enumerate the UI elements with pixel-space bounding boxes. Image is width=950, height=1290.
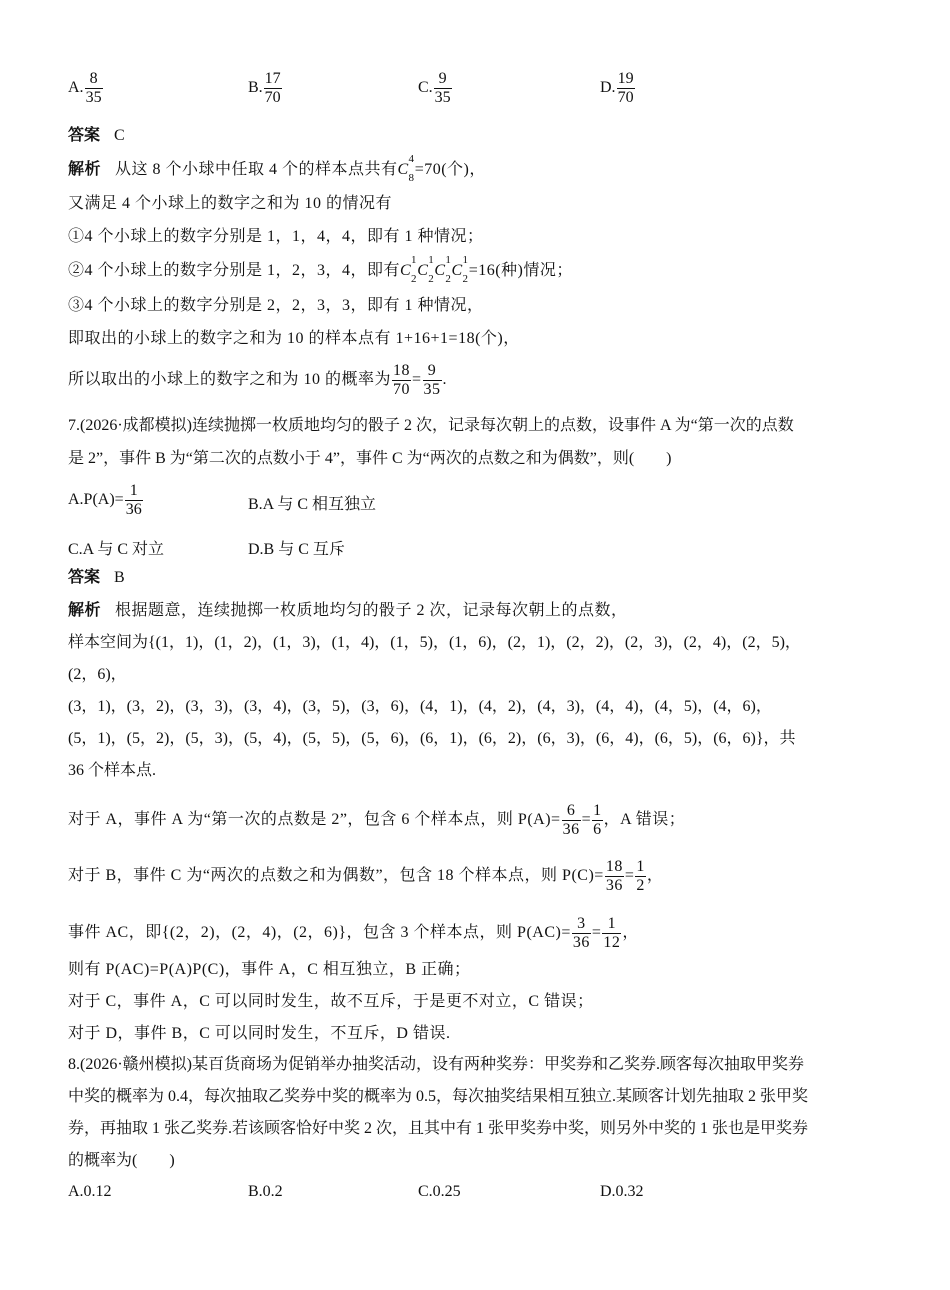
q6-option-a-letter: A. — [68, 79, 84, 97]
q7-analysis-line-11: 对于 C，事件 A，C 可以同时发生，故不互斥，于是更不对立，C 错误； — [68, 993, 594, 1010]
q8-stem-line-3: 券，再抽取 1 张乙奖券.若该顾客恰好中奖 2 次，且其中有 1 张甲奖券中奖，则另外中奖的 1 张也是甲奖券 — [68, 1120, 809, 1137]
q6-option-b-letter: B. — [248, 79, 263, 97]
q6-analysis-line-2: 又满足 4 个小球上的数字之和为 10 的情况有 — [68, 195, 393, 212]
frac-denominator: 35 — [434, 89, 451, 106]
q6-option-c-fraction — [434, 70, 452, 107]
q7-analysis-line-9: 事件 AC，即{(2，2)，(2，4)，(2，6)}，包含 3 个样本点，则 P(AC)= $\frac{3}{36}$ = $\frac{1}{12}$ ， — [68, 915, 639, 951]
analysis-label: 解析 — [68, 602, 102, 619]
answer-value: B — [114, 569, 125, 586]
combination-c-2-1: C 1 2 — [434, 254, 452, 285]
fraction-1-12: $\frac{1}{12}$ — [603, 915, 621, 951]
q6-answer — [68, 126, 125, 146]
q8-option-c: C.0.25 — [418, 1183, 461, 1200]
fraction-3-36: $\frac{3}{36}$ — [572, 915, 590, 951]
analysis-text: 对于 B，事件 C 为“两次的点数之和为偶数”，包含 18 个样本点，则 P(C)= — [68, 867, 604, 885]
frac-denominator: 35 — [85, 89, 102, 106]
q6-analysis-line-7: 所以取出的小球上的数字之和为 10 的概率为 $\frac{18}{70}$ = $\frac{9}{35}$ . — [68, 362, 448, 398]
q6-option-b-fraction — [264, 70, 282, 107]
q7-analysis-line-3: (2，6)， — [68, 666, 127, 683]
q6-option-b — [248, 70, 283, 107]
combination-c-2-1: C 1 2 — [451, 254, 469, 285]
q7-analysis-line-7: 对于 A，事件 A 为“第一次的点数是 2”，包含 6 个样本点，则 P(A)= $\frac{6}{36}$ = $\frac{1}{6}$ ，A 错误； — [68, 802, 686, 838]
analysis-text: ，A 错误； — [603, 811, 686, 829]
q8-option-b: B.0.2 — [248, 1183, 283, 1200]
frac-numerator: 19 — [617, 70, 634, 87]
q7-option-c: C.A 与 C 对立 — [68, 541, 165, 558]
q7-analysis-line-1 — [68, 601, 628, 621]
answer-value: C — [114, 127, 125, 144]
q7-stem-line-1: 7.(2026·成都模拟)连续抛掷一枚质地均匀的骰子 2 次，记录每次朝上的点数，设事件 A 为“第一次的点数 — [68, 417, 794, 434]
q6-analysis-line-3: ①4 个小球上的数字分别是 1，1，4，4，即有 1 种情况； — [68, 228, 484, 245]
frac-denominator: 70 — [264, 89, 281, 106]
q8-stem-line-2: 中奖的概率为 0.4，每次抽取乙奖券中奖的概率为 0.5，每次抽奖结果相互独立.某顾客计划先抽取 2 张甲奖 — [68, 1088, 809, 1105]
q6-option-a-fraction — [85, 70, 103, 107]
frac-denominator: 70 — [617, 89, 634, 106]
analysis-text: =16(种)情况； — [468, 262, 573, 279]
answer-label: 答案 — [68, 569, 101, 586]
fraction-18-70: $\frac{18}{70}$ — [393, 362, 411, 398]
fraction-1-2: $\frac{1}{2}$ — [636, 858, 645, 894]
combination-c-2-1: C 1 2 — [400, 254, 418, 285]
fraction-9-35: $\frac{9}{35}$ — [423, 362, 441, 398]
fraction-6-36: $\frac{6}{36}$ — [562, 802, 580, 838]
q6-analysis-line-5: ③4 个小球上的数字分别是 2，2，3，3，即有 1 种情况， — [68, 297, 484, 314]
q8-stem-line-4: 的概率为( ) — [68, 1152, 175, 1169]
combination-c-8-4: C 4 8 — [397, 153, 415, 184]
analysis-text: 从这 8 个小球中任取 4 个的样本点共有 — [115, 161, 398, 178]
q8-option-a: A.0.12 — [68, 1183, 112, 1200]
q7-analysis-line-2: 样本空间为{(1，1)，(1，2)，(1，3)，(1，4)，(1，5)，(1，6)，(2，1)，(2，2)，(2，3)，(2，4)，(2，5)， — [68, 634, 801, 651]
answer-label: 答案 — [68, 127, 101, 144]
analysis-text: =70(个)， — [414, 161, 486, 178]
q7-analysis-line-4: (3，1)，(3，2)，(3，3)，(3，4)，(3，5)，(3，6)，(4，1)，(4，2)，(4，3)，(4，4)，(4，5)，(4，6)， — [68, 698, 772, 715]
q7-analysis-line-12: 对于 D，事件 B，C 可以同时发生，不互斥，D 错误. — [68, 1025, 451, 1042]
q7-analysis-line-5: (5，1)，(5，2)，(5，3)，(5，4)，(5，5)，(5，6)，(6，1)，(6，2)，(6，3)，(6，4)，(6，5)，(6，6)}，共 — [68, 730, 796, 747]
q6-analysis-line-4 — [68, 254, 573, 285]
q7-analysis-line-8: 对于 B，事件 C 为“两次的点数之和为偶数”，包含 18 个样本点，则 P(C)= $\frac{18}{36}$ = $\frac{1}{2}$ ， — [68, 858, 664, 894]
analysis-text: 事件 AC，即{(2，2)，(2，4)，(2，6)}，包含 3 个样本点，则 P(AC)= — [68, 924, 571, 942]
frac-numerator: 17 — [264, 70, 281, 87]
analysis-label: 解析 — [68, 161, 102, 178]
analysis-text: ②4 个小球上的数字分别是 1，2，3，4，即有 — [68, 262, 401, 279]
q6-option-d-letter: D. — [600, 79, 616, 97]
q6-analysis-line-6: 即取出的小球上的数字之和为 10 的样本点有 1+16+1=18(个)， — [68, 330, 520, 347]
q7-option-d: D.B 与 C 互斥 — [248, 541, 345, 558]
fraction-1-36: $\frac{1}{36}$ — [125, 482, 142, 518]
q7-option-a — [68, 482, 144, 519]
q6-option-a — [68, 70, 104, 107]
frac-numerator: 8 — [85, 70, 103, 89]
analysis-text: 所以取出的小球上的数字之和为 10 的概率为 — [68, 371, 392, 389]
q7-option-b: B.A 与 C 相互独立 — [248, 496, 377, 513]
combination-c-2-1: C 1 2 — [417, 254, 435, 285]
q8-option-d: D.0.32 — [600, 1183, 644, 1200]
fraction-18-36: $\frac{18}{36}$ — [605, 858, 623, 894]
q7-analysis-line-10: 则有 P(AC)=P(A)P(C)，事件 A，C 相互独立，B 正确； — [68, 961, 471, 978]
q7-stem-line-2: 是 2”，事件 B 为“第二次的点数小于 4”，事件 C 为“两次的点数之和为偶数”，则( ) — [68, 450, 672, 467]
frac-numerator: 9 — [434, 70, 452, 89]
q7-answer — [68, 568, 125, 588]
q7-option-a-text: A.P(A)= — [68, 491, 124, 509]
fraction-1-6: $\frac{1}{6}$ — [593, 802, 602, 838]
analysis-text: ， — [622, 924, 639, 942]
analysis-text: ， — [646, 867, 664, 885]
analysis-text: 根据题意，连续抛掷一枚质地均匀的骰子 2 次，记录每次朝上的点数， — [115, 602, 628, 619]
q8-stem-line-1: 8.(2026·赣州模拟)某百货商场为促销举办抽奖活动，设有两种奖券：甲奖券和乙奖券.顾客每次抽取甲奖券 — [68, 1056, 804, 1073]
q6-option-c-letter: C. — [418, 79, 433, 97]
q6-option-d — [600, 70, 636, 107]
q6-option-d-fraction — [617, 70, 635, 107]
q6-option-c — [418, 70, 453, 107]
q6-analysis-line-1 — [68, 153, 486, 184]
q7-analysis-line-6: 36 个样本点. — [68, 762, 157, 779]
analysis-text: 对于 A，事件 A 为“第一次的点数是 2”，包含 6 个样本点，则 P(A)= — [68, 811, 561, 829]
